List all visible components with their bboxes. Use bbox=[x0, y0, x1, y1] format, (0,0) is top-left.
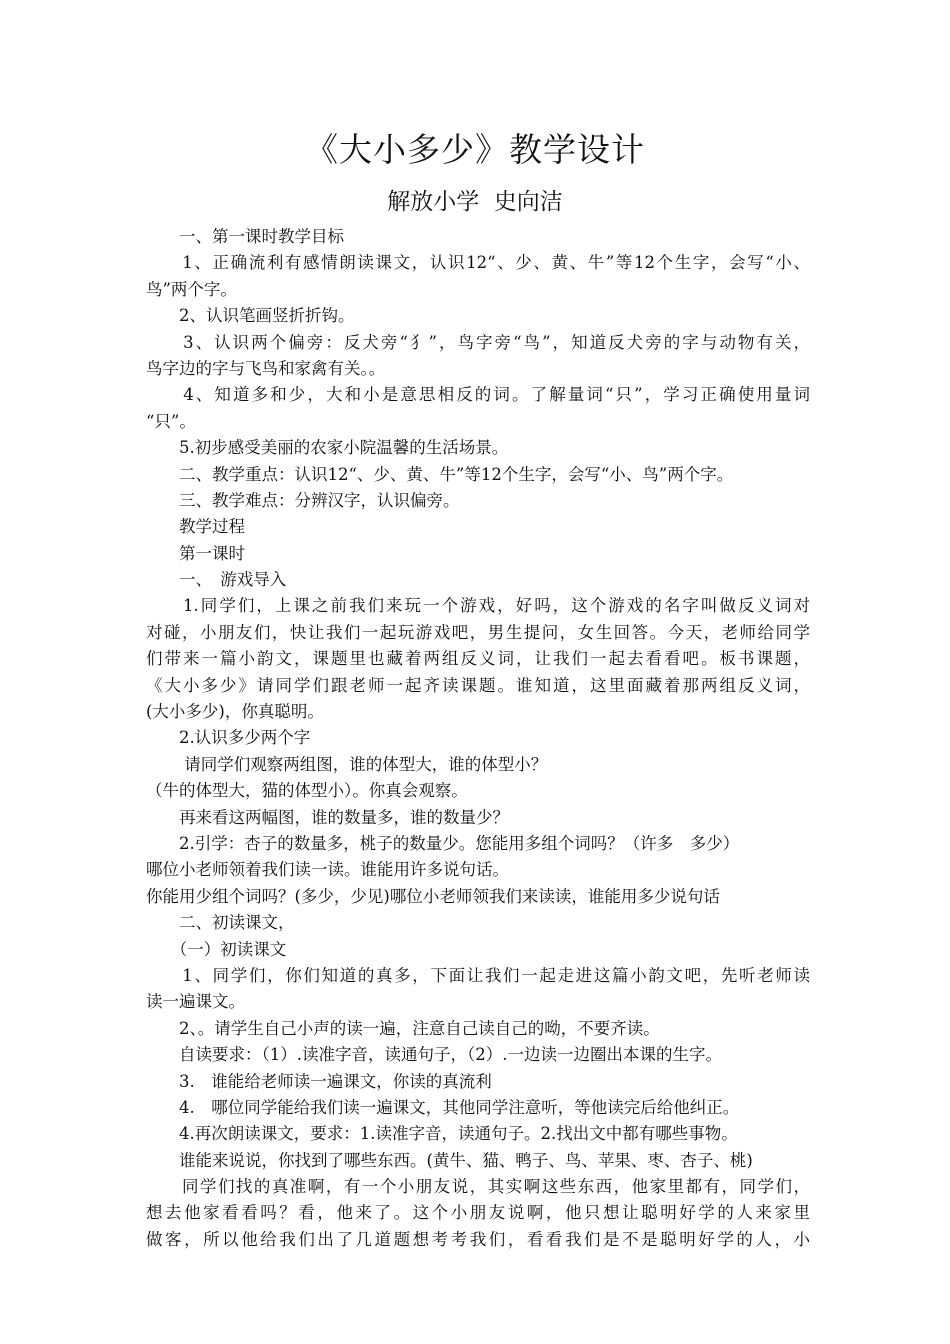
paragraph-line: （牛的体型大，猫的体型小）。你真会观察。 bbox=[146, 781, 468, 801]
paragraph-line: 谁能来说说，你找到了哪些东西。(黄牛、猫、鸭子、鸟、苹果、枣、杏子、桃) bbox=[146, 1150, 753, 1170]
paragraph-line: 读一遍课文。 bbox=[146, 992, 245, 1012]
paragraph-line: 2.认识多少两个字 bbox=[146, 728, 311, 748]
paragraph-line: 请同学们观察两组图，谁的体型大，谁的体型小？ bbox=[146, 754, 548, 774]
paragraph-line: 一、第一课时教学目标 bbox=[146, 227, 344, 246]
paragraph-line: 想去他家看看吗？看，他来了。这个小朋友说啊，他只想让聪明好学的人来家里 bbox=[146, 1203, 810, 1223]
paragraph-line: 哪位小老师领着我们读一读。谁能用许多说句话。 bbox=[146, 860, 509, 880]
paragraph-line: （一）初读课文 bbox=[146, 939, 287, 959]
document-subtitle: 解放小学 史向洁 bbox=[387, 189, 563, 215]
paragraph-line: (大小多少)，你真聪明。 bbox=[146, 702, 324, 722]
paragraph-line: 鸟字边的字与飞鸟和家禽有关。。 bbox=[146, 358, 386, 378]
paragraph-line: 2、认识笔画竖折折钩。 bbox=[146, 306, 355, 326]
paragraph-line: 一、 游戏导入 bbox=[146, 570, 287, 590]
paragraph-line: 对碰，小朋友们，快让我们一起玩游戏吧，男生提问，女生回答。今天，老师给同学 bbox=[146, 622, 810, 642]
paragraph-line: 1、同学们，你们知道的真多，下面让我们一起走进这篇小韵文吧，先听老师读 bbox=[146, 965, 810, 985]
paragraph-line: 三、教学难点：分辨汉字，认识偏旁。 bbox=[146, 490, 460, 510]
paragraph-line: “只”。 bbox=[146, 411, 196, 431]
paragraph-line: 自读要求：（1）.读准字音，读通句子，（2）.一边读一边圈出本课的生字。 bbox=[146, 1045, 722, 1065]
paragraph-line: 们带来一篇小韵文，课题里也藏着两组反义词，让我们一起去看看吧。板书课题， bbox=[146, 649, 810, 669]
paragraph-line: 1、正确流利有感情朗读课文，认识12“、少、黄、牛”等12个生字，会写“小、 bbox=[146, 253, 810, 273]
paragraph-line: 3. 谁能给老师读一遍课文，你读的真流利 bbox=[146, 1071, 492, 1091]
document-title: 《大小多少》教学设计 bbox=[305, 130, 645, 169]
paragraph-line: 做客，所以他给我们出了几道题想考考我们，看看我们是不是聪明好学的人，小 bbox=[146, 1229, 810, 1249]
paragraph-line: 再来看这两幅图，谁的数量多，谁的数量少？ bbox=[146, 807, 509, 827]
paragraph-line: 二、初读课文， bbox=[146, 913, 295, 933]
paragraph-line: 4. 哪位同学能给我们读一遍课文，其他同学注意听，等他读完后给他纠正。 bbox=[146, 1097, 740, 1117]
paragraph-line: 同学们找的真准啊，有一个小朋友说，其实啊这些东西，他家里都有，同学们， bbox=[146, 1177, 810, 1197]
paragraph-line: 4.再次朗读课文，要求：1.读准字音，读通句子。2.找出文中都有哪些事物。 bbox=[146, 1124, 738, 1144]
paragraph-line: 第一课时 bbox=[146, 543, 245, 563]
paragraph-line: 2、。请学生自己小声的读一遍，注意自己读自己的呦，不要齐读。 bbox=[146, 1018, 660, 1038]
paragraph-line: 3、认识两个偏旁：反犬旁“犭”，鸟字旁“鸟”，知道反犬旁的字与动物有关， bbox=[146, 332, 810, 352]
document-body bbox=[146, 224, 810, 1253]
paragraph-line: 二、教学重点：认识12“、少、黄、牛”等12个生字，会写“小、鸟”两个字。 bbox=[146, 464, 734, 484]
paragraph-line: 5.初步感受美丽的农家小院温馨的生活场景。 bbox=[146, 438, 509, 458]
paragraph-line: 鸟”两个字。 bbox=[146, 279, 237, 299]
paragraph-line: 2.引学：杏子的数量多，桃子的数量少。您能用多组个词吗？（许多 多少） bbox=[146, 833, 740, 853]
paragraph-line: 《大小多少》请同学们跟老师一起齐读课题。谁知道，这里面藏着那两组反义词， bbox=[146, 675, 810, 695]
paragraph-line: 1.同学们，上课之前我们来玩一个游戏，好吗，这个游戏的名字叫做反义词对 bbox=[146, 596, 810, 616]
paragraph-line: 你能用少组个词吗？(多少，少见)哪位小老师领我们来读读，谁能用多少说句话 bbox=[146, 886, 720, 906]
paragraph-line: 教学过程 bbox=[146, 517, 245, 537]
paragraph-line: 4、知道多和少，大和小是意思相反的词。了解量词“只”，学习正确使用量词 bbox=[146, 385, 810, 405]
